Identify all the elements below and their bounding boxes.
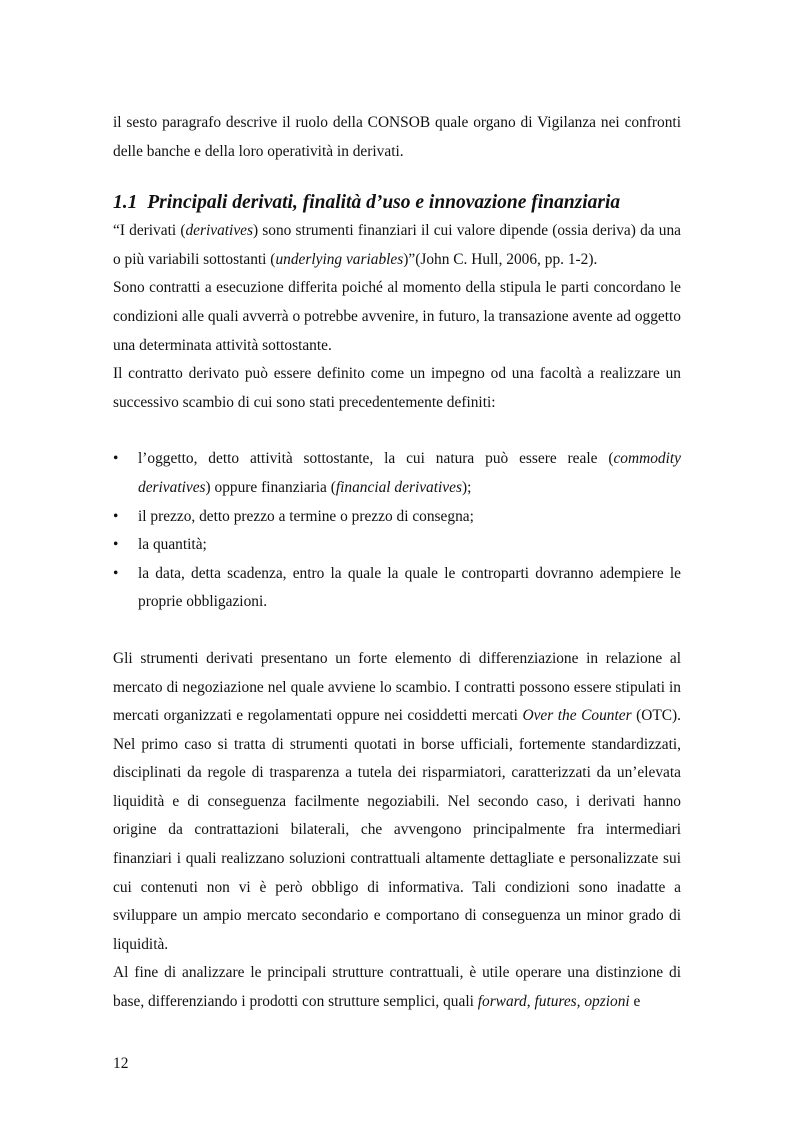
italic-term: derivatives (185, 222, 253, 240)
text-run: )”(John C. Hull, 2006, pp. 1-2). (403, 250, 598, 268)
text-run: , (526, 993, 535, 1011)
list-item (113, 560, 681, 617)
bullet-icon: • (113, 507, 119, 525)
text-run: ) sono strumenti finanziari il cui valore dipende (ossia deriva) da una o più variabili sottostanti ( (113, 222, 681, 268)
text-run: la quantità; (138, 536, 207, 554)
text-run: (OTC). Nel primo caso si tratta di strumenti quotati in borse ufficiali, fortemente standardizzati, disciplinati da regole di trasparenza a tutela dei risparmiatori, caratterizzati da un’elevata liquidità e di conseguenza facilmente negoziabili. Nel secondo caso, i derivati hanno origine da contrattazioni bilaterali, che avvengono principalmente fra intermediari finanziari i quali realizzano soluzioni contrattuali altamente dettagliate e personalizzate sui cui contenuti non vi è però obbligo di informativa. Tali condizioni sono inadatte a sviluppare un ampio mercato secondario e comportano di conseguenza un minor grado di liquidità. (113, 707, 681, 953)
text-run: la data, detta scadenza, entro la quale la quale le controparti dovranno adempiere le proprie obbligazioni. (138, 564, 681, 611)
list-item (113, 531, 681, 560)
italic-term: Over the Counter (522, 707, 632, 725)
section-heading (113, 191, 681, 215)
structures-paragraph (113, 959, 681, 1016)
bullet-icon: • (113, 450, 119, 468)
text-run: e (629, 993, 641, 1011)
list-item (113, 445, 681, 502)
italic-term: underlying variables (275, 250, 404, 268)
text-run: Al fine di analizzare le principali strutture contrattuali, è utile operare una distinzione di base, differenziando i prodotti con strutture semplici, quali (113, 964, 681, 1011)
text-run: ) oppure finanziaria ( (205, 478, 336, 496)
page-number: 12 (113, 1055, 129, 1072)
bullet-list (113, 445, 681, 617)
italic-term: futures, opzioni (534, 993, 630, 1011)
intro-paragraph: il sesto paragrafo descrive il ruolo della CONSOB quale organo di Vigilanza nei confronti delle banche e della loro operatività in derivati. (113, 114, 681, 160)
bullet-icon: • (113, 536, 119, 554)
italic-term: commodity derivatives (138, 450, 681, 496)
execution-paragraph: Sono contratti a esecuzione differita poiché al momento della stipula le parti concordano le condizioni alle quali avverrà o potrebbe avvenire, in futuro, la transazione avente ad oggetto una determinata attività sottostante. (113, 279, 681, 354)
italic-term: financial derivatives (335, 478, 462, 496)
text-run: ); (461, 478, 472, 496)
section-number: 1.1 (113, 192, 138, 214)
definition-paragraph (113, 217, 681, 274)
text-run: il prezzo, detto prezzo a termine o prezzo di consegna; (138, 507, 474, 525)
italic-term: forward (477, 993, 527, 1011)
markets-paragraph (113, 645, 681, 960)
section-title: Principali derivati, finalità d’uso e innovazione finanziaria (147, 192, 621, 214)
text-run: l’oggetto, detto attività sottostante, la cui natura può essere reale ( (138, 450, 614, 468)
text-run: “I derivati ( (113, 222, 186, 240)
bullet-icon: • (113, 564, 119, 582)
contract-paragraph: Il contratto derivato può essere definito come un impegno od una facoltà a realizzare un successivo scambio di cui sono stati precedentemente definiti: (113, 365, 681, 411)
list-item (113, 503, 681, 532)
page-body (113, 109, 681, 1017)
text-run: Gli strumenti derivati presentano un forte elemento di differenziazione in relazione al mercato di negoziazione nel quale avviene lo scambio. I contratti possono essere stipulati in mercati organizzati e regolamentati oppure nei cosiddetti mercati (113, 649, 681, 725)
